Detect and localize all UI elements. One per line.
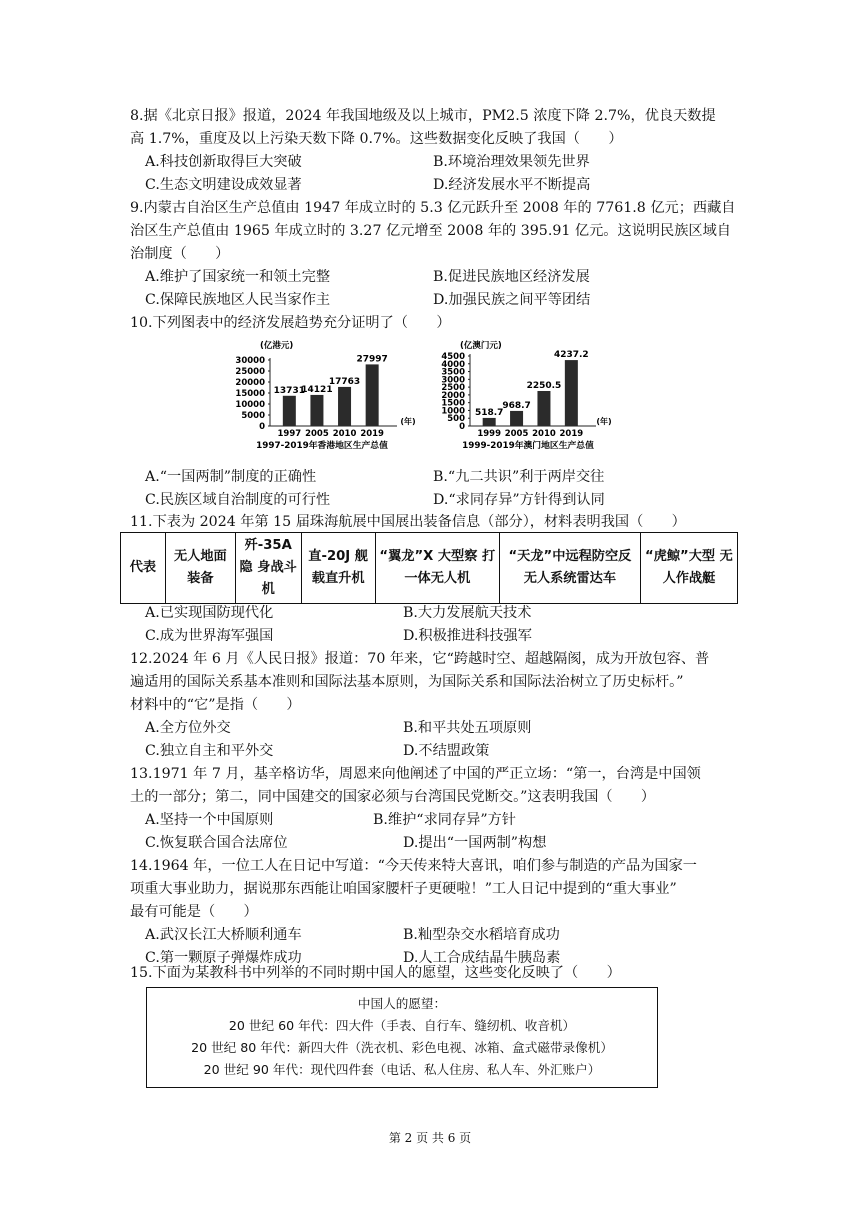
y-tick-label: 10000 — [235, 400, 265, 410]
q9-stem-line3: 治制度（ ） — [130, 246, 230, 262]
q12-stem-line3: 材料中的“它”是指（ ） — [130, 697, 301, 713]
x-tick-label: 1999 — [477, 429, 502, 439]
q12-option-b: B.和平共处五项原则 — [403, 720, 532, 736]
q10-option-c: C.民族区域自治制度的可行性 — [145, 492, 331, 508]
q11-option-a: A.已实现国防现代化 — [145, 605, 274, 621]
bar — [310, 395, 323, 426]
bar — [366, 364, 379, 426]
page-footer: 第 2 页 共 6 页 — [388, 1131, 472, 1145]
x-tick-label: 2010 — [332, 429, 357, 439]
bar — [483, 418, 496, 426]
q13-option-c: C.恢复联合国合法席位 — [145, 835, 288, 851]
q11-option-b: B.大力发展航天技术 — [403, 605, 532, 621]
q9-option-d: D.加强民族之间平等团结 — [433, 292, 591, 308]
x-tick-label: 2005 — [305, 429, 329, 439]
q8-option-d: D.经济发展水平不断提高 — [433, 177, 591, 193]
q12-stem-line1: 12.2024 年 6 月《人民日报》报道：70 年来，它“跨越时空、超越隔阂，成为开放包容、普 — [130, 651, 710, 667]
q10-option-a: A.“一国两制”制度的正确性 — [145, 469, 317, 485]
q9-option-a: A.维护了国家统一和领土完整 — [145, 269, 331, 285]
y-tick-label: 2500 — [441, 383, 465, 394]
y-tick-label: 500 — [447, 414, 465, 425]
bar — [338, 387, 351, 426]
table-cell: “天龙”中远程防空反无人系统雷达车 — [499, 533, 640, 604]
data-label: 17763 — [328, 376, 361, 387]
y-tick-label: 3000 — [441, 375, 465, 386]
q10-option-d: D.“求同存异”方针得到认同 — [433, 492, 605, 508]
hk-gdp-chart — [222, 338, 432, 460]
q12-option-a: A.全方位外交 — [145, 720, 231, 736]
q14-stem-line2: 项重大事业助力，据说那东西能让咱国家腰杆子更硬啦！”工人日记中提到的“重大事业” — [130, 881, 677, 897]
x-tick-label: 2019 — [559, 429, 584, 439]
q9-option-b: B.促进民族地区经济发展 — [433, 269, 590, 285]
y-tick-label: 1500 — [441, 398, 465, 409]
bar — [510, 411, 523, 426]
q14-option-a: A.武汉长江大桥顺利通车 — [145, 927, 302, 943]
q15-stem: 15.下面为某教科书中列举的不同时期中国人的愿望，这些变化反映了（ ） — [130, 965, 621, 981]
y-tick-label: 4000 — [441, 359, 465, 370]
q12-option-d: D.不结盟政策 — [403, 743, 490, 759]
q12-stem-line2: 遍适用的国际关系基本准则和国际法基本原则，为国际关系和国际法治树立了历史标杆。” — [130, 674, 684, 690]
q11-option-d: D.积极推进科技强军 — [403, 628, 532, 644]
chart-title: 1999-2019年澳门地区生产总值 — [462, 441, 594, 451]
y-tick-label: 5000 — [241, 411, 265, 421]
q13-option-b: B.维护“求同存异”方针 — [373, 812, 516, 828]
q8-stem-line1: 8.据《北京日报》报道，2024 年我国地级及以上城市，PM2.5 浓度下降 2.7%，优良天数提 — [130, 108, 716, 124]
q14-stem-line1: 14.1964 年，一位工人在日记中写道：“今天传来特大喜讯，咱们参与制造的产品为国家一 — [130, 858, 697, 874]
q11-option-c: C.成为世界海军强国 — [145, 628, 274, 644]
x-tick-label: 1997 — [277, 429, 302, 439]
q9-option-c: C.保障民族地区人民当家作主 — [145, 292, 331, 308]
bar — [283, 396, 296, 426]
q9-stem-line2: 治区生产总值由 1965 年成立时的 3.27 亿元增至 2008 年的 395.91 亿元。这说明民族区域自 — [130, 223, 731, 239]
macau-gdp-chart — [436, 338, 636, 460]
data-label: 2250.5 — [526, 380, 562, 391]
q14-stem-line3: 最有可能是（ ） — [130, 904, 258, 920]
data-label: 4237.2 — [553, 350, 589, 361]
chart-title: 1997-2019年香港地区生产总值 — [256, 441, 388, 451]
y-axis-label: (亿澳门元) — [460, 341, 502, 351]
y-tick-label: 3500 — [441, 367, 465, 378]
y-tick-label: 20000 — [235, 378, 265, 388]
q14-option-c: C.第一颗原子弹爆炸成功 — [145, 950, 302, 966]
data-label: 518.7 — [474, 407, 504, 418]
q14-option-b: B.籼型杂交水稻培育成功 — [403, 927, 560, 943]
y-axis-label: (亿港元) — [260, 341, 294, 351]
x-tick-label: 2005 — [504, 429, 529, 439]
table-cell: 直-20J 舰 载直升机 — [301, 533, 375, 604]
data-label: 13731 — [273, 385, 305, 396]
bar — [537, 391, 550, 426]
wishes-90s: 20 世纪 90 年代：现代四件套（电话、私人住房、私人车、外汇账户） — [203, 1062, 601, 1077]
y-tick-label: 30000 — [235, 356, 265, 366]
x-axis-label: (年) — [400, 417, 416, 426]
q13-stem-line1: 13.1971 年 7 月，基辛格访华，周恩来向他阐述了中国的严正立场：“第一，台湾是中国领 — [130, 766, 701, 782]
q13-option-a: A.坚持一个中国原则 — [145, 812, 274, 828]
wishes-60s: 20 世纪 60 年代：四大件（手表、自行车、缝纫机、收音机） — [228, 1018, 576, 1033]
data-label: 14121 — [301, 384, 333, 395]
q9-stem-line1: 9.内蒙古自治区生产总值由 1947 年成立时的 5.3 亿元跃升至 2008 年的 7761.8 亿元；西藏自 — [130, 200, 736, 216]
q8-option-c: C.生态文明建设成效显著 — [145, 177, 302, 193]
wishes-box — [146, 987, 658, 1088]
table-cell: “虎鲸”大型 无人作战艇 — [640, 533, 737, 604]
y-tick-label: 0 — [459, 422, 465, 432]
y-tick-label: 15000 — [235, 389, 265, 399]
y-tick-label: 2000 — [441, 390, 465, 401]
wishes-title: 中国人的愿望： — [357, 996, 447, 1011]
table-row — [121, 533, 738, 604]
q14-option-d: D.人工合成结晶牛胰岛素 — [403, 950, 561, 966]
q10-stem: 10.下列图表中的经济发展趋势充分证明了（ ） — [130, 315, 451, 331]
table-cell: “翼龙”X 大型察 打一体无人机 — [375, 533, 499, 604]
q10-option-b: B.“九二共识”利于两岸交往 — [433, 469, 605, 485]
bar — [565, 360, 578, 426]
q12-option-c: C.独立自主和平外交 — [145, 743, 274, 759]
table-cell: 代表 — [121, 533, 166, 604]
y-tick-label: 0 — [259, 422, 265, 432]
x-tick-label: 2019 — [360, 429, 384, 439]
y-tick-label: 1000 — [441, 406, 465, 417]
table-cell: 歼-35A 隐 身战斗机 — [235, 533, 301, 604]
equipment-table — [120, 532, 738, 604]
x-axis-label: (年) — [596, 417, 612, 426]
q13-option-d: D.提出“一国两制”构想 — [403, 835, 547, 851]
table-cell: 无人地面装备 — [165, 533, 235, 604]
q8-option-b: B.环境治理效果领先世界 — [433, 154, 590, 170]
data-label: 27997 — [356, 354, 388, 365]
q8-stem-line2: 高 1.7%，重度及以上污染天数下降 0.7%。这些数据变化反映了我国（ ） — [130, 131, 623, 147]
wishes-80s: 20 世纪 80 年代：新四大件（洗衣机、彩色电视、冰箱、盒式磁带录像机） — [191, 1040, 613, 1055]
y-tick-label: 4500 — [441, 352, 465, 362]
q8-option-a: A.科技创新取得巨大突破 — [145, 154, 302, 170]
y-tick-label: 25000 — [235, 367, 265, 377]
q11-stem: 11.下表为 2024 年第 15 届珠海航展中国展出装备信息（部分），材料表明我国（ ） — [130, 514, 686, 530]
x-tick-label: 2010 — [532, 429, 556, 439]
data-label: 968.7 — [502, 400, 531, 411]
q13-stem-line2: 土的一部分；第二，同中国建交的国家必须与台湾国民党断交。”这表明我国（ ） — [130, 789, 656, 805]
